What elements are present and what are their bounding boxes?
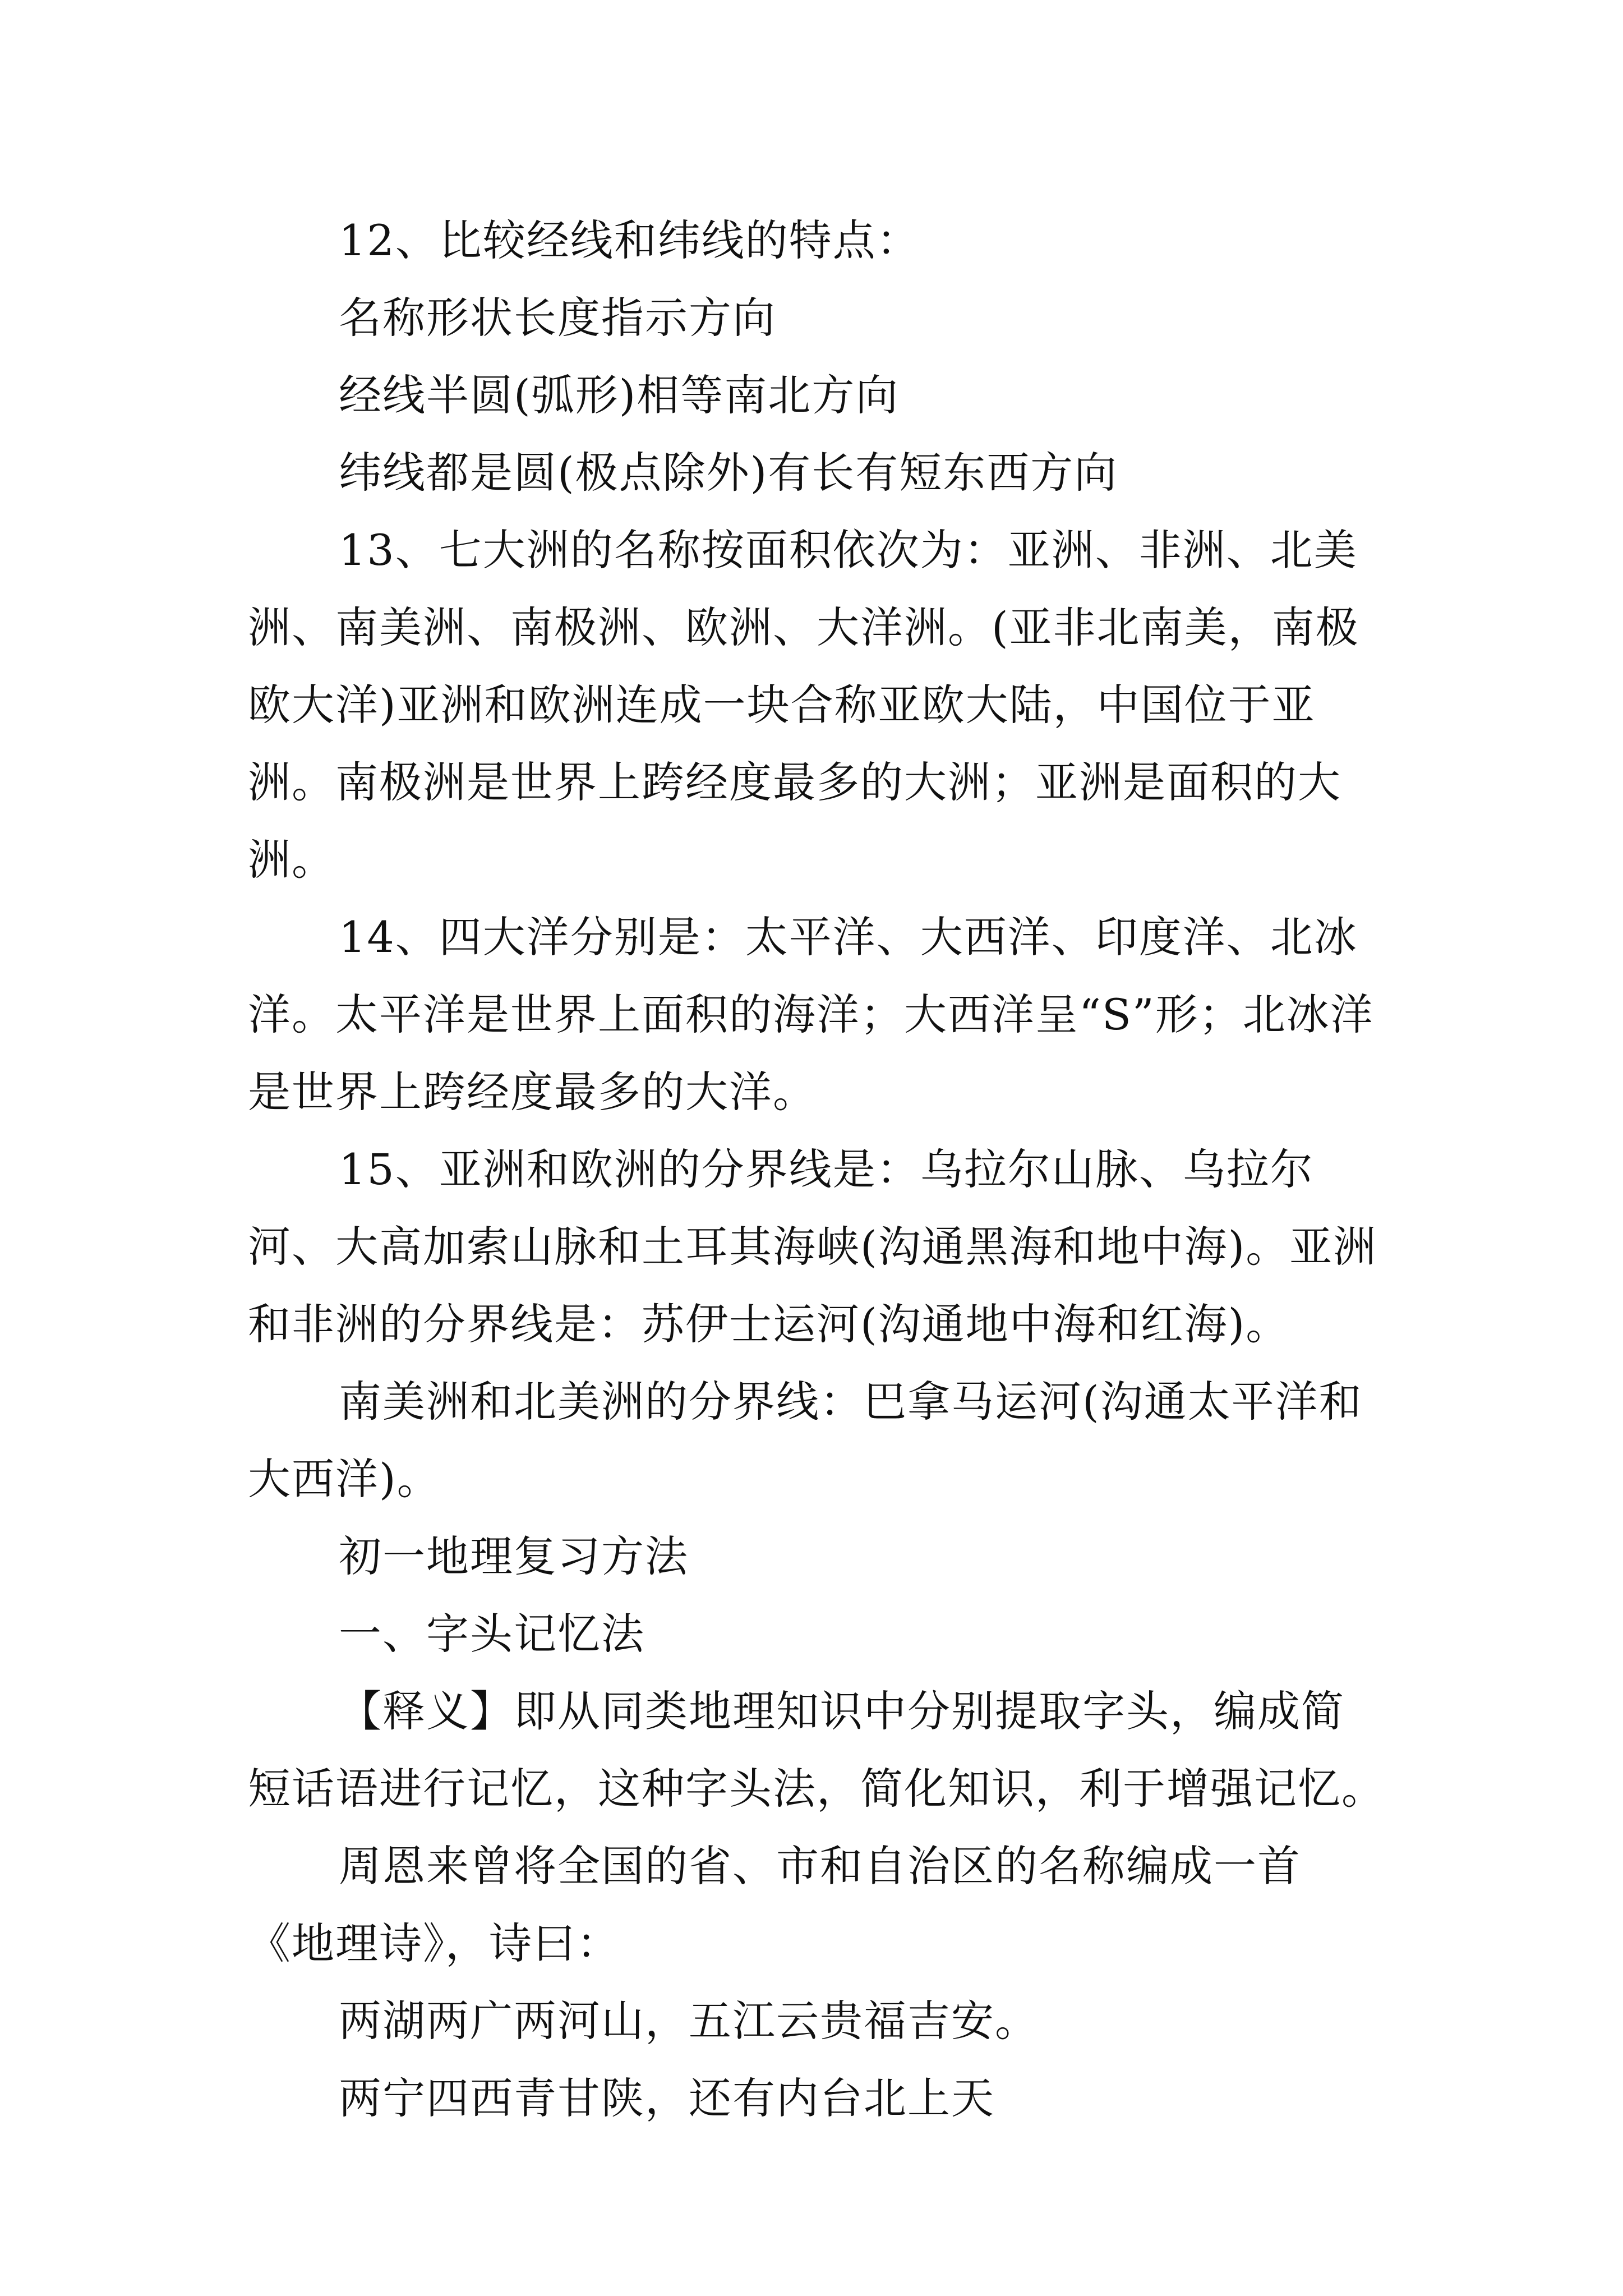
paragraph-longitude-row: 经线半圆(弧形)相等南北方向: [339, 370, 900, 420]
paragraph-review-methods-heading: 初一地理复习方法: [339, 1531, 689, 1581]
paragraph-method-1-definition: 【释义】即从同类地理知识中分别提取字头，编成简短话语进行记忆，这种字头法，简化知识，利于增强记忆。: [248, 1686, 1385, 1814]
paragraph-latitude-row: 纬线都是圆(极点除外)有长有短东西方向: [339, 448, 1118, 498]
paragraph-poem-line-1: 两湖两广两河山，五江云贵福吉安。: [339, 1996, 1039, 2046]
paragraph-method-1-heading: 一、字头记忆法: [339, 1609, 645, 1659]
paragraph-15-boundaries: 15、亚洲和欧洲的分界线是：乌拉尔山脉、乌拉尔河、大高加索山脉和土耳其海峡(沟通黑海和地中海)。亚洲和非洲的分界线是：苏伊士运河(沟通地中海和红海)。: [248, 1144, 1377, 1349]
paragraph-table-header: 名称形状长度指示方向: [339, 293, 776, 343]
paragraph-americas-boundary: 南美洲和北美洲的分界线：巴拿马运河(沟通太平洋和大西洋)。: [248, 1377, 1363, 1504]
paragraph-poem-intro: 周恩来曾将全国的省、市和自治区的名称编成一首《地理诗》，诗曰：: [248, 1841, 1301, 1968]
paragraph-14-oceans: 14、四大洋分别是：太平洋、大西洋、印度洋、北冰洋。太平洋是世界上面积的海洋；大西洋呈“S”形；北冰洋是世界上跨经度最多的大洋。: [248, 912, 1374, 1117]
paragraph-poem-line-2: 两宁四西青甘陕，还有内台北上天: [339, 2073, 995, 2123]
document-body: [248, 202, 1386, 2137]
paragraph-12-title: 12、比较经线和纬线的特点：: [339, 215, 920, 265]
paragraph-13-continents: 13、七大洲的名称按面积依次为：亚洲、非洲、北美洲、南美洲、南极洲、欧洲、大洋洲。(亚非北南美，南极欧大洋)亚洲和欧洲连成一块合称亚欧大陆，中国位于亚洲。南极洲是世界上跨经度最多的大洲；亚洲是面积的大洲。: [248, 525, 1359, 885]
